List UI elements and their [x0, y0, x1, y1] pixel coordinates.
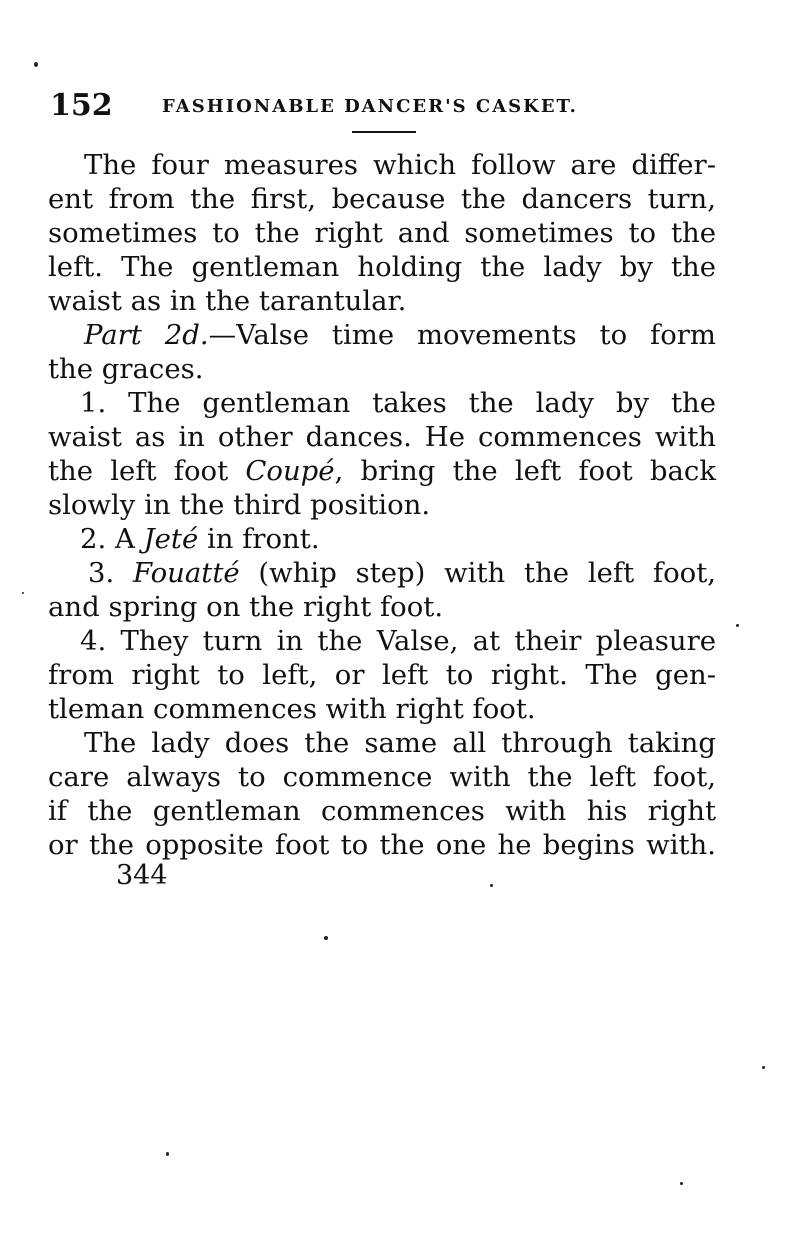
text-line: ent from the first, because the dancers turn, — [48, 183, 716, 215]
text-run: in front. — [198, 523, 320, 555]
text-run: , bring the left foot back — [334, 455, 716, 487]
text-line: left. The gentleman holding the lady by the — [48, 251, 716, 283]
scan-speck — [762, 1066, 765, 1069]
scan-speck — [680, 1182, 683, 1185]
text-run: the left foot — [48, 455, 246, 487]
scan-speck — [22, 592, 24, 594]
text-line: slowly in the third position. — [48, 489, 431, 521]
dance-term: Coupé — [245, 455, 335, 487]
text-line: or the opposite foot to the one he begins with. — [48, 829, 716, 861]
dance-term: Jeté — [143, 523, 199, 555]
text-line: from right to left, or left to right. The gen- — [48, 659, 716, 691]
scan-speck — [490, 884, 493, 887]
part-heading-text: —Valse time movements to form — [208, 319, 716, 351]
text-line — [48, 454, 716, 488]
text-line: waist as in other dances. He commences with — [48, 421, 716, 453]
scan-speck — [324, 936, 328, 940]
scan-speck — [166, 1152, 169, 1156]
text-line: 4. They turn in the Valse, at their pleasure — [80, 625, 716, 657]
text-line: care always to commence with the left foot, — [48, 761, 716, 793]
text-line — [48, 522, 716, 556]
body-text — [48, 148, 716, 862]
text-run: 3. — [88, 557, 134, 589]
text-line: tleman commences with right foot. — [48, 693, 536, 725]
text-line: The four measures which follow are differ- — [84, 149, 716, 181]
part-label: Part 2d. — [84, 319, 209, 351]
text-line — [48, 318, 716, 352]
text-line — [48, 556, 716, 590]
text-run: 2. A — [80, 523, 144, 555]
text-line: sometimes to the right and sometimes to the — [48, 217, 716, 249]
text-line: and spring on the right foot. — [48, 591, 444, 623]
dance-term: Fouatté — [133, 557, 240, 589]
page-number: 152 — [50, 88, 113, 123]
scan-speck — [34, 62, 38, 67]
running-head: FASHIONABLE DANCER'S CASKET. — [162, 96, 578, 117]
text-line: waist as in the tarantular. — [48, 285, 407, 317]
text-line: the graces. — [48, 353, 204, 385]
text-line: 1. The gentleman takes the lady by the — [80, 387, 716, 419]
text-run: (whip step) with the left foot, — [239, 557, 716, 589]
text-line: The lady does the same all through taking — [84, 727, 716, 759]
signature-mark: 344 — [116, 860, 168, 891]
page-header — [50, 84, 730, 124]
text-line: if the gentleman commences with his right — [48, 795, 716, 827]
header-rule — [352, 131, 416, 133]
scan-speck — [736, 624, 739, 627]
